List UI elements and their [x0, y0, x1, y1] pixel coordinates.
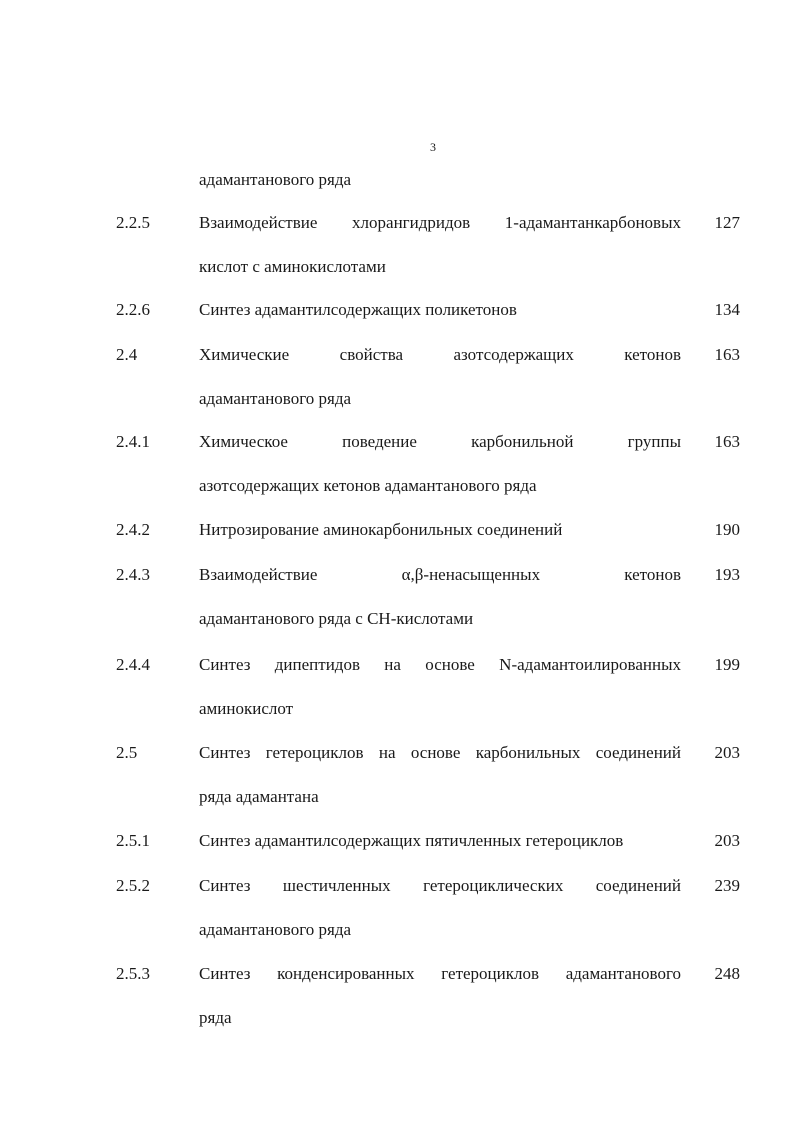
page-number: 3: [430, 140, 436, 154]
title-line: Синтез адамантилсодержащих пятичленных гетероциклов: [199, 831, 624, 850]
section-title: [199, 655, 681, 719]
section-title: [199, 831, 681, 851]
title-line: ряда: [199, 1008, 232, 1027]
section-number: 2.5.3: [116, 964, 150, 983]
page-ref: 163: [714, 345, 740, 364]
title-line: адамантанового ряда: [199, 920, 352, 939]
page-ref: 239: [714, 876, 740, 895]
page-ref: 163: [714, 432, 740, 451]
title-line: Синтез гетероциклов на основе карбонильных соединений: [199, 743, 681, 762]
page-ref: 248: [714, 964, 740, 983]
page-ref: 199: [714, 655, 740, 674]
title-line: Синтез шестичленных гетероциклических соединений: [199, 876, 681, 895]
section-number: 2.5.2: [116, 876, 150, 895]
section-title: [199, 432, 681, 496]
title-line: адамантанового ряда с CH-кислотами: [199, 609, 474, 628]
section-number: 2.2.5: [116, 213, 150, 232]
page-ref: 134: [714, 300, 740, 319]
continuation-line: адамантанового ряда: [199, 170, 352, 189]
title-line: адамантанового ряда: [199, 389, 352, 408]
title-line: Химические свойства азотсодержащих кетонов: [199, 345, 681, 364]
page-ref: 127: [714, 213, 740, 232]
page-ref: 193: [714, 565, 740, 584]
title-line: Нитрозирование аминокарбонильных соединений: [199, 520, 563, 539]
section-number: 2.5.1: [116, 831, 150, 850]
title-line: азотсодержащих кетонов адамантанового ряда: [199, 476, 537, 495]
title-line: кислот с аминокислотами: [199, 257, 386, 276]
title-line: ряда адамантана: [199, 787, 319, 806]
title-line: Взаимодействие α,β-ненасыщенных кетонов: [199, 565, 681, 584]
page-ref: 190: [714, 520, 740, 539]
section-number: 2.4.3: [116, 565, 150, 584]
section-title: [199, 300, 681, 320]
section-title: [199, 565, 681, 629]
title-line: Синтез дипептидов на основе N-адамантоилированных: [199, 655, 681, 674]
section-number: 2.4.4: [116, 655, 150, 674]
section-number: 2.2.6: [116, 300, 150, 319]
section-title: [199, 520, 681, 540]
title-line: Синтез конденсированных гетероциклов адамантанового: [199, 964, 681, 983]
section-title: [199, 743, 681, 807]
section-title: [199, 213, 681, 277]
title-line: Синтез адамантилсодержащих поликетонов: [199, 300, 517, 319]
section-title: [199, 345, 681, 409]
title-line: Взаимодействие хлорангидридов 1-адамантанкарбоновых: [199, 213, 681, 232]
section-title: [199, 876, 681, 940]
section-number: 2.4: [116, 345, 138, 364]
section-number: 2.4.2: [116, 520, 150, 539]
title-line: Химическое поведение карбонильной группы: [199, 432, 681, 451]
section-number: 2.5: [116, 743, 138, 762]
section-title: [199, 964, 681, 1028]
page-ref: 203: [714, 831, 740, 850]
page-ref: 203: [714, 743, 740, 762]
section-number: 2.4.1: [116, 432, 150, 451]
title-line: аминокислот: [199, 699, 294, 718]
